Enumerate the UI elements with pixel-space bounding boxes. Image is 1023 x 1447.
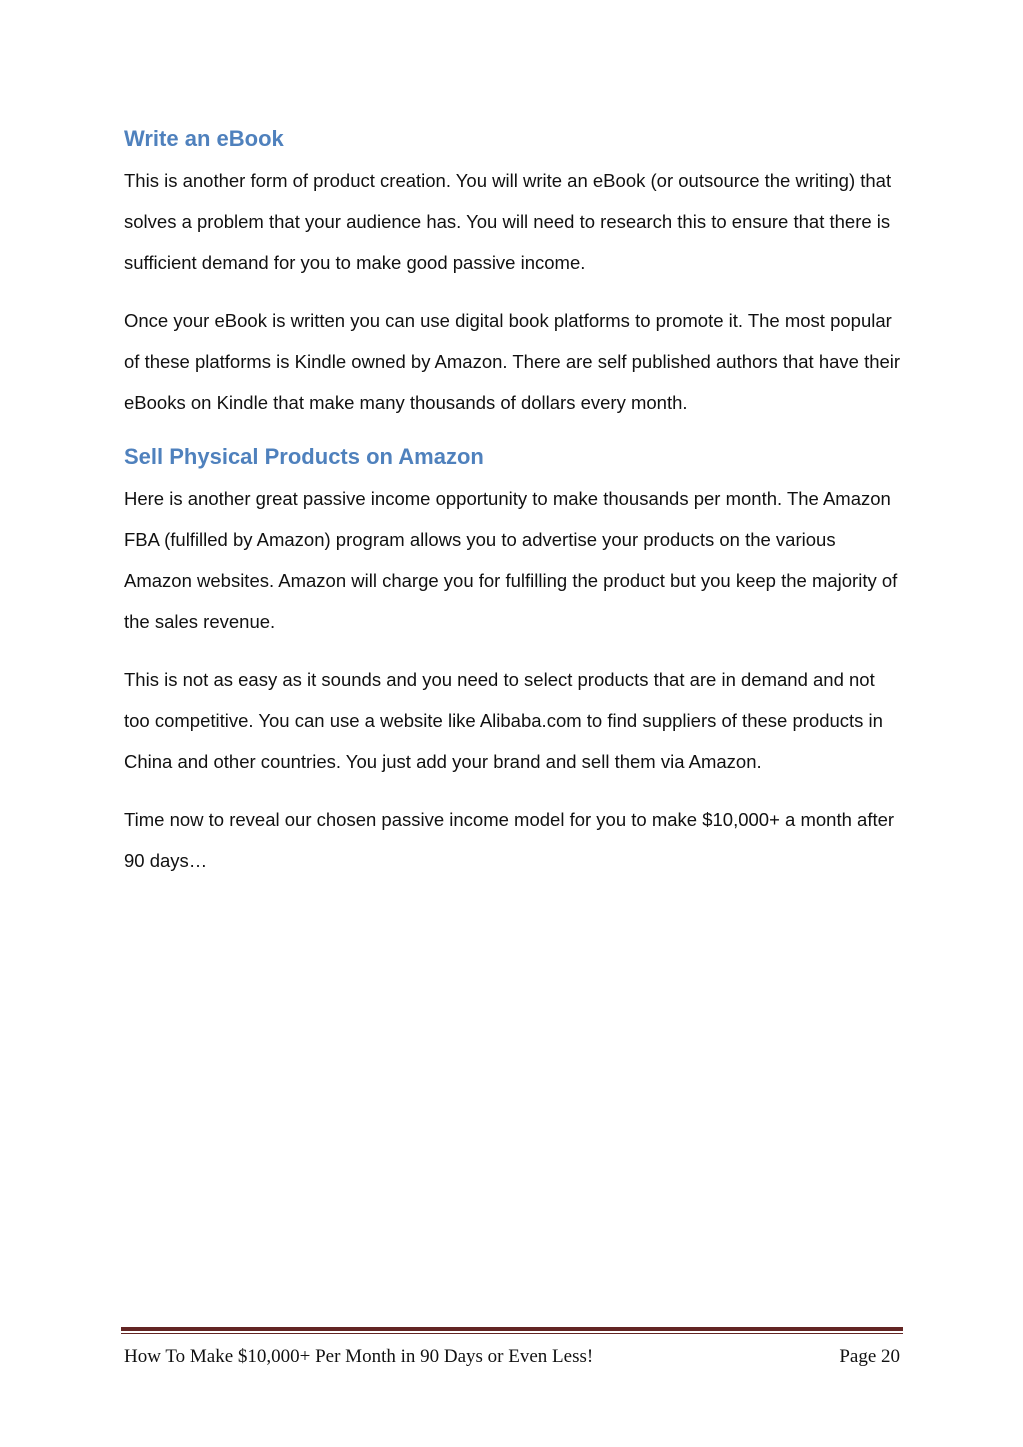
paragraph: This is not as easy as it sounds and you need to select products that are in demand and not too competitive. You can use a website like Alibaba.com to find suppliers of these products in China and other countries. You just add your brand and sell them via Amazon. xyxy=(124,669,883,772)
paragraph: Time now to reveal our chosen passive income model for you to make $10,000+ a month after 90 days… xyxy=(124,809,895,871)
page-number: Page 20 xyxy=(839,1346,900,1367)
section-write-ebook xyxy=(124,122,904,423)
footer-row xyxy=(121,1342,903,1372)
section-heading: Write an eBook xyxy=(124,126,284,151)
footer-rule-thick xyxy=(121,1327,903,1331)
section-heading: Sell Physical Products on Amazon xyxy=(124,444,484,469)
page-footer xyxy=(121,1327,903,1372)
paragraph: Once your eBook is written you can use digital book platforms to promote it. The most popular of these platforms is Kindle owned by Amazon. There are self published authors that have their eBooks on Kindle that make many thousands of dollars every month. xyxy=(124,310,901,413)
footer-title: How To Make $10,000+ Per Month in 90 Days or Even Less! xyxy=(124,1346,594,1367)
page-content xyxy=(124,122,904,898)
paragraph: This is another form of product creation. You will write an eBook (or outsource the writing) that solves a problem that your audience has. You will need to research this to ensure that there is sufficient demand for you to make good passive income. xyxy=(124,170,892,273)
section-sell-physical-products xyxy=(124,440,904,881)
footer-rule-thin xyxy=(121,1333,903,1334)
paragraph: Here is another great passive income opportunity to make thousands per month. The Amazon FBA (fulfilled by Amazon) program allows you to advertise your products on the various Amazon websites. Amazon will charge you for fulfilling the product but you keep the majority of the sales revenue. xyxy=(124,488,898,632)
